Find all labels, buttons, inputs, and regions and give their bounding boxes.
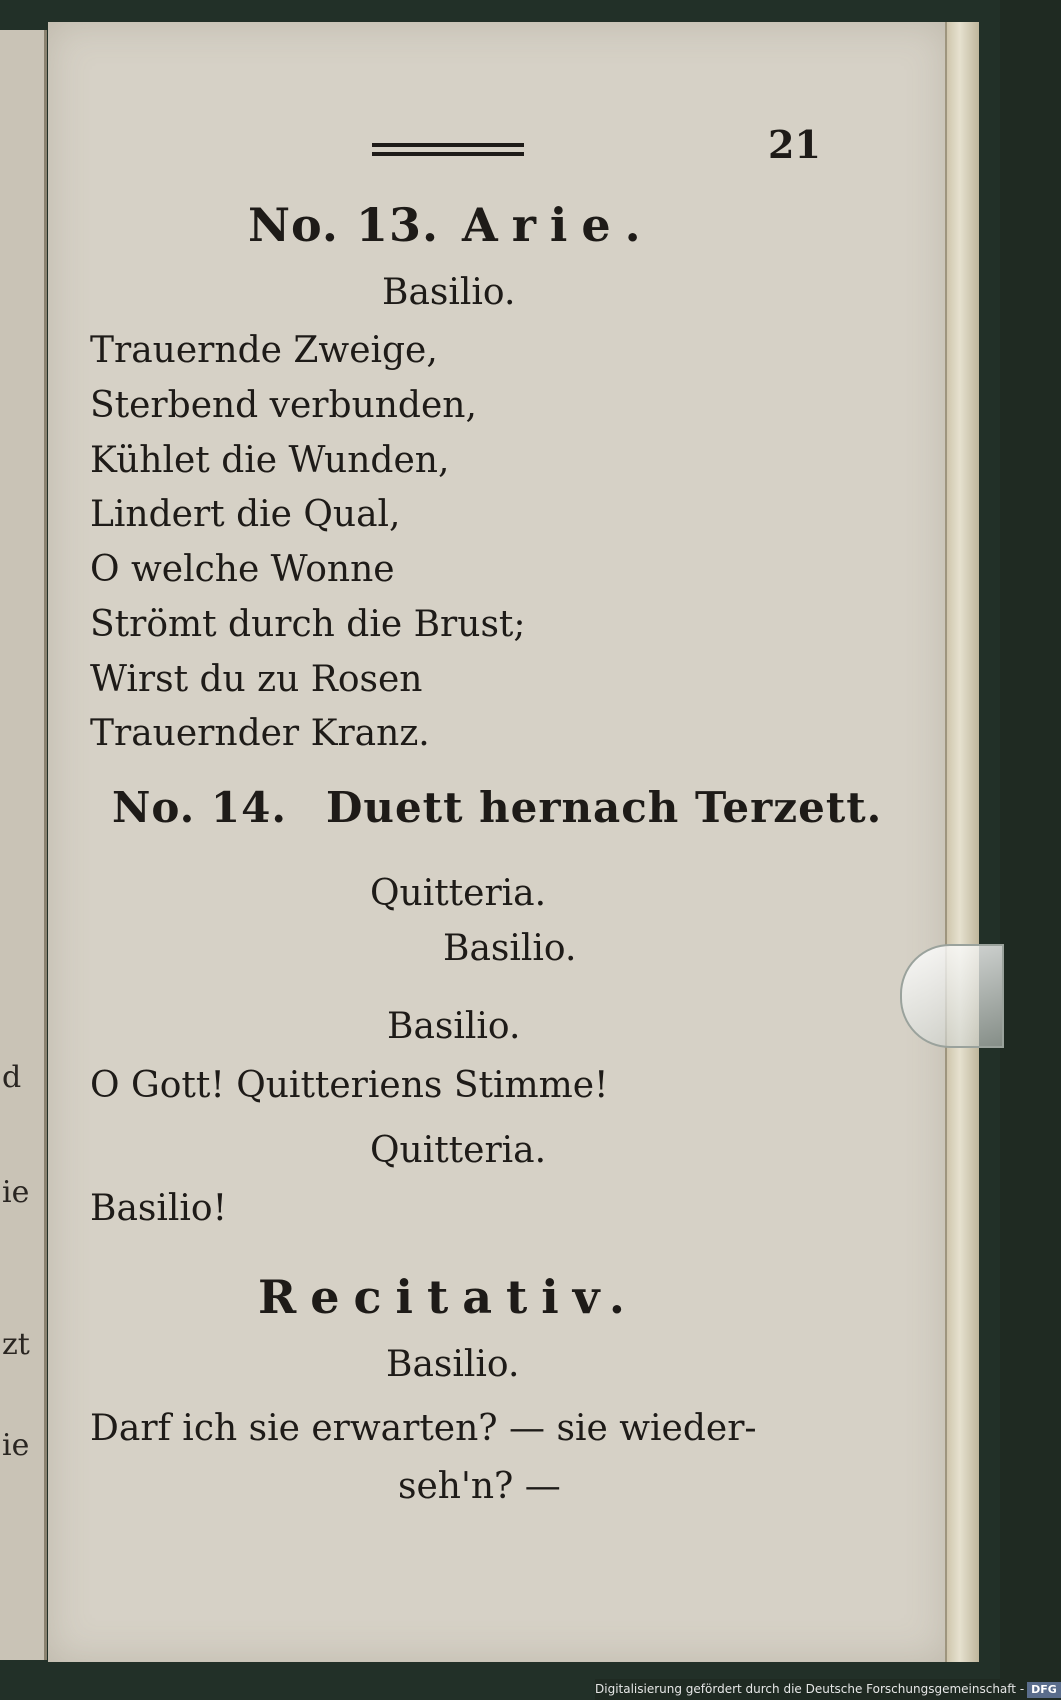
recitative-line: seh'n? — (398, 1466, 561, 1507)
page-number: 21 (768, 122, 821, 167)
aria-line: O welche Wonne (90, 549, 395, 590)
duet-speaker: Basilio. (443, 928, 577, 969)
previous-page-edge (0, 30, 47, 1660)
decorative-rule (372, 143, 524, 159)
aria-number: No. 13. (248, 198, 439, 252)
duet-speaker-quitteria: Quitteria. (370, 1130, 547, 1171)
duet-line: O Gott! Quitteriens Stimme! (90, 1065, 609, 1106)
page-stack-edge (945, 22, 979, 1662)
duet-line: Basilio! (90, 1188, 228, 1229)
duet-speaker: Quitteria. (370, 873, 547, 914)
aria-line: Trauernder Kranz. (90, 713, 430, 754)
duet-speaker-basilio: Basilio. (387, 1006, 521, 1047)
digitization-footer (595, 1679, 1057, 1700)
duet-number: No. 14. (112, 783, 287, 832)
aria-speaker: Basilio. (382, 272, 516, 313)
aria-line: Trauernde Zweige, (90, 330, 438, 371)
dfg-logo: DFG (1027, 1682, 1061, 1698)
aria-title: Arie. (462, 198, 655, 252)
aria-line: Sterbend verbunden, (90, 385, 477, 426)
prev-page-fragment: zt (2, 1327, 30, 1362)
page-clip (900, 944, 1004, 1048)
aria-line: Strömt durch die Brust; (90, 604, 526, 645)
prev-page-fragment: ie (2, 1428, 30, 1463)
recitative-speaker: Basilio. (386, 1344, 520, 1385)
prev-page-fragment: ie (2, 1175, 30, 1210)
recitative-line: Darf ich sie erwarten? — sie wieder- (90, 1408, 757, 1449)
recitative-title: Recitativ. (258, 1270, 639, 1324)
aria-line: Kühlet die Wunden, (90, 440, 450, 481)
prev-page-fragment: d (2, 1060, 22, 1095)
aria-line: Wirst du zu Rosen (90, 659, 423, 700)
footer-credit: Digitalisierung gefördert durch die Deutsche Forschungsgemeinschaft - (595, 1682, 1025, 1696)
duet-title: Duett hernach Terzett. (326, 783, 883, 832)
aria-line: Lindert die Qual, (90, 494, 401, 535)
